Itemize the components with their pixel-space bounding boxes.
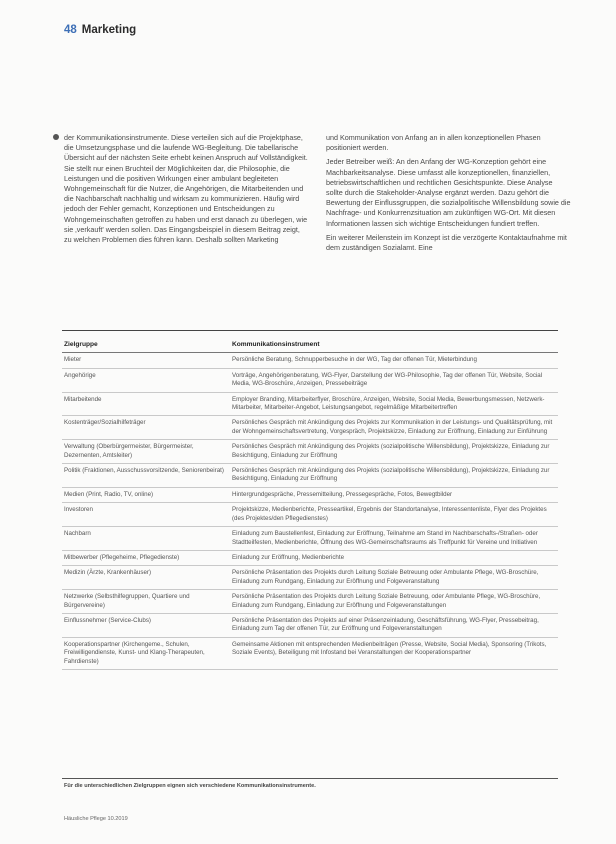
table-row [62, 440, 558, 464]
text-column-right [326, 133, 571, 253]
section-title: Marketing [81, 24, 137, 36]
table-row [62, 369, 558, 393]
paragraph: und Kommunikation von Anfang an in allen konzeptionellen Phasen positioniert werden. [326, 133, 541, 153]
instrument-cell: Persönliche Präsentation des Projekts durch Leitung Soziale Betreuung oder Ambulante Pflege, WG-Broschüre, Einladung zum Rundgang, Einladung zur Eröffnung und Folgeveranstaltung [232, 569, 539, 585]
target-group-cell: Nachbarn [64, 530, 91, 538]
instrument-cell: Employer Branding, Mitarbeiterflyer, Broschüre, Anzeigen, Website, Social Media, Bewerbungsmessen, Netzwerk-Mitarbeiter, Mitarbeiter-Angebot, Leistungsangebot, regelmäßige Mitarbeitertreffen [232, 395, 545, 412]
target-group-cell: Politik (Fraktionen, Ausschussvorsitzende, Seniorenbeirat) [64, 467, 224, 475]
target-group-cell: Kostenträger/Sozialhilfeträger [64, 419, 146, 427]
target-group-cell: Verwaltung (Oberbürgermeister, Bürgermeister, Dezernenten, Amtsleiter) [64, 443, 194, 459]
text-column-left [64, 133, 309, 245]
target-group-cell: Mitbewerber (Pflegeheime, Pflegedienste) [64, 553, 180, 561]
instrument-cell: Persönliche Beratung, Schnupperbesuche in der WG, Tag der offenen Tür, Mieterbindung [232, 356, 477, 364]
paragraph: Jeder Betreiber weiß: An den Anfang der WG-Konzeption gehört eine Machbarkeitsanalyse. Diese umfasst alle konzeptionellen, finanziellen, betriebswirtschaftlichen und rechtlichen Gesichtspunkte. Diese Analyse sollte durch die Stakeholder-Analyse ergänzt werden. Dazu gehört die Bewertung der Einflussgruppen, die sozialpolitische Willensbildung sowie die Nachfrage- und Konkurrenzsituation am zukünftigen WG-Ort. Mit diesen Informationen lassen sich wichtige Entscheidungen fundiert treffen. [326, 157, 571, 228]
table-row [62, 551, 558, 566]
table-header-row [62, 331, 558, 353]
table-row [62, 393, 558, 417]
target-group-cell: Einflussnehmer (Service-Clubs) [64, 616, 151, 624]
instrument-cell: Hintergrundgespräche, Pressemitteilung, Pressegespräche, Fotos, Bewegtbilder [232, 490, 453, 498]
page-footer: Häusliche Pflege 10.2019 [64, 816, 128, 822]
target-group-cell: Kooperationspartner (Kirchengeme., Schulen, Freiwilligendienste, Kunst- und Klang-Therapeuten, Fahrdienste) [64, 640, 205, 665]
target-group-cell: Medizin (Ärzte, Krankenhäuser) [64, 569, 152, 577]
table-row [62, 590, 558, 614]
table-row [62, 488, 558, 503]
table-bottom-rule [62, 778, 558, 779]
target-group-table [62, 330, 558, 670]
column-header-instrument: Kommunikationsinstrument [232, 341, 320, 348]
table-row [62, 638, 558, 670]
target-group-cell: Mieter [64, 356, 82, 364]
target-group-cell: Mitarbeitende [64, 395, 102, 403]
bullet-marker [53, 134, 59, 140]
table-row [62, 416, 558, 440]
paragraph: der Kommunikationsinstrumente. Diese verteilen sich auf die Projektphase, die Umsetzungsphase und die laufende WG-Begleitung. Die tabellarische Übersicht auf der nächsten Seite erhebt keinen Anspruch auf Vollständigkeit. Sie stellt nur einen Bruchteil der Möglichkeiten dar, die Philosophie, die Leistungen und die positiven Wirkungen einer ambulant begleiteten Wohngemeinschaft für die Nutzer, die Angehörigen, die Mitarbeitenden und die Nachbarschaft nachhaltig und wirksam zu kommunizieren. Häufig wird jedoch der Fehler gemacht, Konzeptionen und Entscheidungen zu Wohngemeinschaften getroffen zu haben und erst danach zu überlegen, wie sie ‚verkauft' werden sollen. Das Eingangsbeispiel in diesem Beitrag zeigt, zu welchen Problemen dies führen kann. Deshalb sollten Marketing [64, 133, 308, 245]
target-group-cell: Angehörige [64, 371, 96, 379]
instrument-cell: Gemeinsame Aktionen mit entsprechenden Medienbeiträgen (Presse, Website, Social Media), Sponsoring (Trikots, Soziale Events), Beteiligung mit Infostand bei Veranstaltungen der Kooperationspartner [232, 640, 547, 657]
instrument-cell: Persönliche Präsentation des Projekts durch Leitung Soziale Betreuung, oder Ambulante Pflege, WG-Broschüre, Einladung zum Rundgang, Einladung zur Eröffnung und Folgeveranstaltungen [232, 593, 541, 609]
page-header [64, 24, 136, 36]
table-row [62, 614, 558, 638]
table-row [62, 566, 558, 590]
instrument-cell: Projektskizze, Medienberichte, Presseartikel, Ergebnis der Standortanalyse, Interessentenliste, Flyer des Projektes (des Projektes/den Pflegedienstes) [232, 506, 547, 522]
instrument-cell: Einladung zur Eröffnung, Medienberichte [232, 553, 345, 561]
target-group-cell: Investoren [64, 506, 93, 514]
instrument-cell: Einladung zum Baustellenfest, Einladung zur Eröffnung, Teilnahme am Stand im Nachbarschafts-/Straßen- oder Stadtteilfesten, Medienberichte, Öffnung des WG-Gemeinschaftsraums als Treffpunkt für Vereine und Initiativen [232, 530, 538, 546]
table-row [62, 503, 558, 527]
target-group-cell: Medien (Print, Radio, TV, online) [64, 490, 154, 498]
instrument-cell: Persönliche Präsentation des Projekts auf einer Präsenzeinladung, Geschäftsführung, WG-Flyer, Pressebeitrag, Einladung zum Tag der offenen Tür, zur Eröffnung und Folgeveranstaltungen [232, 616, 539, 633]
table-row [62, 464, 558, 488]
page-number: 48 [64, 24, 77, 36]
target-group-cell: Netzwerke (Selbsthilfegruppen, Quartiere und Bürgervereine) [64, 593, 190, 609]
column-header-target-group: Zielgruppe [64, 341, 98, 348]
instrument-cell: Vorträge, Angehörigenberatung, WG-Flyer, Darstellung der WG-Philosophie, Tag der offenen Tür, Website, Social Media, WG-Broschüre, Anzeigen, Pressebeiträge [232, 371, 543, 388]
table-row [62, 353, 558, 368]
instrument-cell: Persönliches Gespräch mit Ankündigung des Projekts (sozialpolitische Willensbildung), Projektskizze, Einladung zur Besichtigung, Einladung zur Eröffnung [232, 467, 550, 483]
table-row [62, 527, 558, 551]
paragraph: Ein weiterer Meilenstein im Konzept ist die verzögerte Kontaktaufnahme mit dem zuständigen Sozialamt. Eine [326, 232, 567, 253]
instrument-cell: Persönliches Gespräch mit Ankündigung des Projekts zur Kommunikation in der Leistungs- und Qualitätsprüfung, mit der Wohngemeinschaftsvertretung, Vorgespräch, Projektskizze, Einladung zur Eröffnung, Einladung zur Einführung [232, 419, 553, 435]
table-caption: Für die unterschiedlichen Zielgruppen eignen sich verschiedene Kommunikationsinstrumente. [64, 783, 316, 789]
instrument-cell: Persönliches Gespräch mit Ankündigung des Projekts (sozialpolitische Willensbildung), Projektskizze, Einladung zur Besichtigung, Einladung zur Eröffnung [232, 443, 550, 459]
